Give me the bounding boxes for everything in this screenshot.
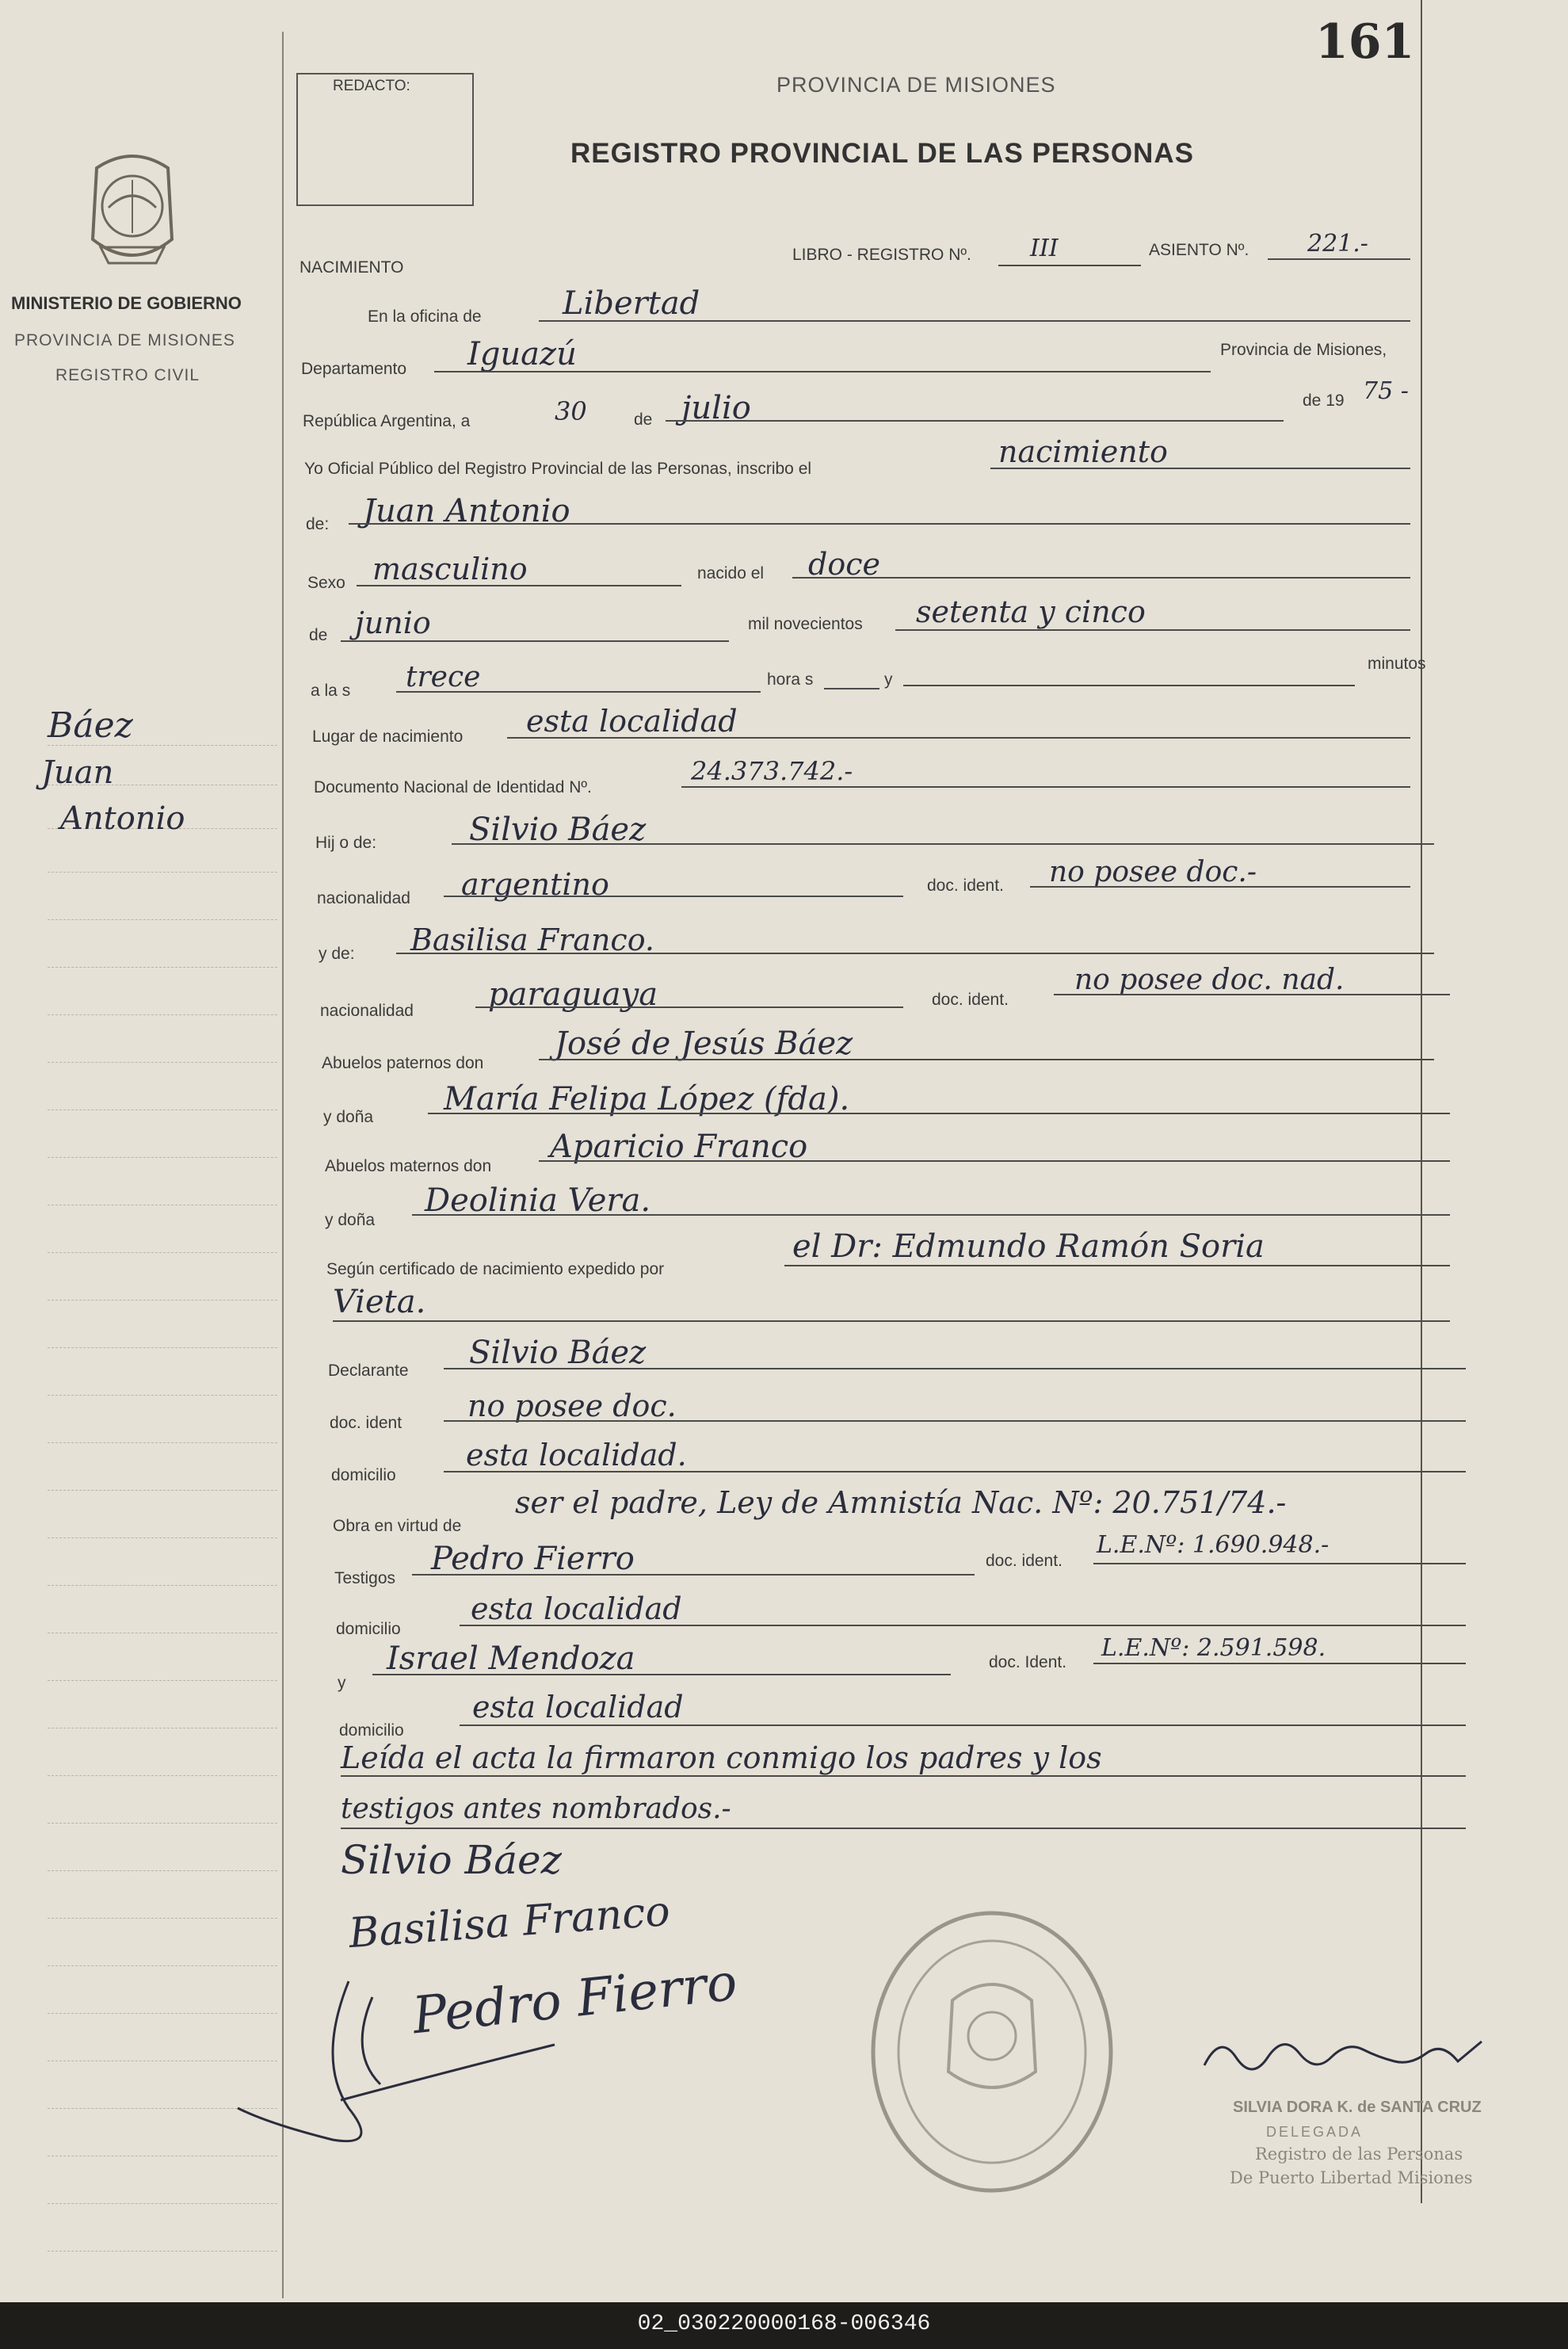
signature-pedro: Pedro Fierro — [410, 1953, 740, 2046]
domicilio1-label: domicilio — [331, 1466, 396, 1484]
horas-value: trece — [406, 661, 481, 693]
provincia-label: Provincia de Misiones, — [1220, 341, 1387, 359]
abuela-pat-line — [428, 1113, 1450, 1114]
doc4-value: L.E.Nº: 1.690.948.- — [1097, 1531, 1330, 1559]
de-label: de — [634, 411, 653, 429]
de19-label: de 19 — [1303, 392, 1345, 410]
signature-basilisa: Basilisa Franco — [347, 1887, 672, 1958]
nacido-label: nacido el — [697, 564, 765, 582]
oficina-label: En la oficina de — [368, 307, 482, 326]
minutos-line — [903, 685, 1355, 686]
signature-silvio: Silvio Báez — [341, 1837, 562, 1883]
leida-value-2: testigos antes nombrados.- — [341, 1793, 731, 1825]
domicilio3-line — [460, 1725, 1466, 1726]
nacido-line — [792, 577, 1410, 579]
abuelos-mat-label: Abuelos maternos don — [325, 1157, 492, 1175]
caption-strip — [0, 2302, 1568, 2349]
testigo1-line — [412, 1574, 975, 1576]
declarante-label: Declarante — [328, 1362, 409, 1380]
docident5-label: doc. Ident. — [989, 1653, 1067, 1671]
leida-value-1: Leída el acta la firmaron conmigo los padres y los — [341, 1740, 1102, 1775]
certificado-line-1 — [784, 1265, 1450, 1266]
libro-label: LIBRO - REGISTRO Nº. — [792, 246, 971, 264]
domicilio1-line — [444, 1471, 1466, 1472]
hijo-value: Silvio Báez — [469, 812, 647, 848]
nacionalidad1-label: nacionalidad — [317, 889, 410, 907]
dia-value: 30 — [555, 396, 587, 426]
nacido-value: doce — [808, 547, 880, 582]
a-las-label: a la s — [311, 682, 351, 700]
asiento-value: 221.- — [1307, 230, 1368, 258]
y-label: y — [884, 670, 893, 689]
image-caption: 02_030220000168-006346 — [637, 2312, 931, 2336]
docident3-label: doc. ident — [330, 1414, 402, 1432]
doc4-line — [1093, 1563, 1466, 1564]
left-registry: REGISTRO CIVIL — [55, 366, 200, 384]
republica-label: República Argentina, a — [303, 412, 471, 430]
abuelo-mat-value: Aparicio Franco — [550, 1129, 808, 1165]
lugar-label: Lugar de nacimiento — [312, 728, 464, 746]
mes-nac-line — [341, 640, 729, 642]
mil-label: mil novecientos — [748, 615, 863, 633]
margin-note-surname: Báez — [48, 705, 133, 746]
testigo2-value: Israel Mendoza — [387, 1640, 635, 1677]
lugar-value: esta localidad — [526, 704, 738, 739]
declarante-value: Silvio Báez — [469, 1335, 647, 1371]
docident1-label: doc. ident. — [927, 877, 1004, 895]
nombre-value: Juan Antonio — [363, 493, 570, 529]
nacionalidad2-label: nacionalidad — [320, 1002, 414, 1020]
inscribe-value: nacimiento — [998, 434, 1168, 469]
docident2-label: doc. ident. — [932, 991, 1009, 1009]
registry-heading: REGISTRO PROVINCIAL DE LAS PERSONAS — [570, 138, 1194, 169]
segun-label: Según certificado de nacimiento expedido por — [326, 1260, 665, 1278]
minutos-label: minutos — [1368, 655, 1426, 673]
obra-value: ser el padre, Ley de Amnistía Nac. Nº: 20.751/74.- — [515, 1485, 1287, 1520]
domicilio1-value: esta localidad. — [466, 1438, 687, 1472]
sexo-label: Sexo — [307, 574, 345, 592]
mes-value: julio — [681, 390, 751, 426]
domicilio2-line — [460, 1625, 1466, 1626]
dni-line — [681, 786, 1410, 788]
anio-nac-value: setenta y cinco — [916, 594, 1146, 629]
signature-flourish-icon — [222, 1950, 776, 2156]
oficina-value: Libertad — [563, 285, 700, 322]
y-dona2-label: y doña — [325, 1211, 376, 1229]
testigos-label: Testigos — [334, 1569, 396, 1587]
officer-role: DELEGADA — [1266, 2124, 1364, 2140]
margin-note-name: Juan — [41, 754, 114, 791]
declarante-line — [444, 1368, 1466, 1369]
horas-label: hora s — [767, 670, 814, 689]
sexo-value: masculino — [372, 552, 528, 586]
abuela-mat-value: Deolinia Vera. — [425, 1182, 651, 1219]
obra-label: Obra en virtud de — [333, 1517, 462, 1535]
departamento-label: Departamento — [301, 360, 407, 378]
nacimiento-label: NACIMIENTO — [299, 258, 404, 277]
departamento-value: Iguazú — [467, 336, 577, 372]
y2-label: y — [338, 1674, 346, 1692]
hijo-label: Hij o de: — [315, 834, 377, 852]
domicilio2-label: domicilio — [336, 1620, 401, 1638]
nac1-value: argentino — [461, 867, 609, 902]
yo-oficial-label: Yo Oficial Público del Registro Provincial de las Personas, inscribo el — [304, 460, 812, 478]
leida-line-2 — [341, 1828, 1466, 1829]
certificado-value-1: el Dr: Edmundo Ramón Soria — [792, 1228, 1265, 1265]
abuelo-pat-value: José de Jesús Báez — [555, 1026, 853, 1062]
departamento-line — [434, 371, 1211, 372]
hijo-line — [452, 843, 1434, 845]
oficina-line — [539, 320, 1410, 322]
officer-name: SILVIA DORA K. de SANTA CRUZ — [1233, 2099, 1482, 2116]
testigo2-line — [372, 1674, 951, 1675]
lugar-line — [507, 737, 1410, 739]
misiones-emblem-icon — [73, 144, 192, 283]
madre-value: Basilisa Franco. — [410, 922, 655, 957]
inscribe-line — [990, 468, 1410, 469]
certificado-value-2: Vieta. — [333, 1284, 426, 1320]
doc3-value: no posee doc. — [467, 1388, 677, 1423]
abuelos-pat-label: Abuelos paternos don — [322, 1054, 484, 1072]
abuela-pat-value: María Felipa López (fda). — [444, 1081, 850, 1117]
domicilio2-value: esta localidad — [471, 1591, 682, 1626]
abuela-mat-line — [412, 1214, 1450, 1216]
madre-line — [396, 953, 1434, 954]
officer-line2: De Puerto Libertad Misiones — [1230, 2168, 1473, 2187]
testigo1-value: Pedro Fierro — [431, 1541, 635, 1577]
doc2-value: no posee doc. nad. — [1074, 964, 1345, 996]
redacto-label: REDACTO: — [333, 78, 410, 94]
doc5-line — [1093, 1663, 1466, 1664]
doc1-value: no posee doc.- — [1049, 856, 1257, 888]
libro-line — [998, 265, 1141, 266]
nac1-line — [444, 896, 903, 897]
anio-value: 75 - — [1363, 377, 1409, 405]
nac2-value: paraguaya — [488, 976, 658, 1013]
y-dona1-label: y doña — [323, 1108, 374, 1126]
dni-value: 24.373.742.- — [691, 756, 853, 786]
officer-line1: Registro de las Personas — [1255, 2145, 1463, 2164]
nombre-line — [349, 523, 1410, 525]
domicilio3-value: esta localidad — [472, 1690, 684, 1725]
asiento-label: ASIENTO Nº. — [1149, 241, 1249, 259]
doc2-line — [1054, 994, 1450, 995]
doc1-line — [1030, 886, 1410, 888]
horas-line — [396, 691, 761, 693]
ministry-heading: MINISTERIO DE GOBIERNO — [11, 293, 242, 313]
sexo-line — [357, 585, 681, 586]
nac2-line — [475, 1006, 903, 1008]
margin-note-name2: Antonio — [60, 800, 185, 837]
certificado-line-2 — [333, 1320, 1450, 1322]
de-nombre-label: de: — [306, 515, 330, 533]
officer-signature-icon — [1196, 2018, 1497, 2097]
abuelo-pat-line — [539, 1059, 1434, 1060]
y-de-label: y de: — [319, 945, 355, 963]
doc5-value: L.E.Nº: 2.591.598. — [1101, 1634, 1326, 1662]
de2-label: de — [309, 626, 328, 644]
domicilio3-label: domicilio — [339, 1721, 404, 1740]
page-number: 161 — [1315, 14, 1415, 70]
horas-min-line — [824, 688, 879, 689]
docident4-label: doc. ident. — [986, 1552, 1063, 1570]
left-province: PROVINCIA DE MISIONES — [14, 331, 235, 349]
official-seal-icon — [865, 1905, 1119, 2198]
province-heading: PROVINCIA DE MISIONES — [776, 73, 1056, 97]
doc3-line — [444, 1420, 1466, 1422]
documento-label: Documento Nacional de Identidad Nº. — [314, 778, 592, 796]
abuelo-mat-line — [539, 1160, 1450, 1162]
anio-nac-line — [895, 629, 1410, 631]
libro-value: III — [1030, 235, 1059, 262]
right-margin-rule — [1421, 0, 1422, 2203]
asiento-line — [1268, 258, 1410, 260]
leida-line-1 — [341, 1775, 1466, 1777]
mes-nac-value: junio — [355, 605, 431, 640]
mes-line — [666, 420, 1284, 422]
